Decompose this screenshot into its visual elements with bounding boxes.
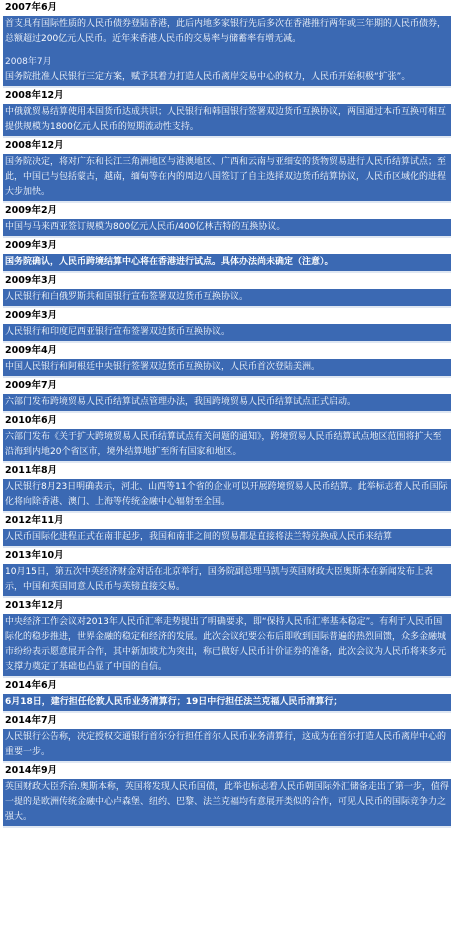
entry-text: 中国人民银行和阿根廷中央银行签署双边货币互换协议，人民币首次登陆美洲。 bbox=[3, 359, 451, 378]
entry-text bbox=[3, 16, 451, 88]
timeline-entry bbox=[3, 138, 451, 203]
timeline-entry bbox=[3, 343, 451, 378]
entry-date: 2014年7月 bbox=[3, 713, 451, 729]
entry-text: 英国财政大臣乔治.奥斯本称，英国将发现人民币国债，此举也标志着人民币朝国际外汇储备走出了第一步，值得一提的是欧洲传统金融中心卢森堡、纽约、巴黎、法兰克福均有意展开类似的合作，可见人民币的国际竞争力之强大。 bbox=[3, 779, 451, 828]
entry-date: 2009年4月 bbox=[3, 343, 451, 359]
entry-inner-date: 2008年7月 bbox=[5, 57, 52, 67]
entry-date: 2013年10月 bbox=[3, 548, 451, 564]
entry-text: 中俄就贸易结算使用本国货币达成共识；人民银行和韩国银行签署双边货币互换协议，两国通过本币互换可相互提供规模为1800亿元人民币的短期流动性支持。 bbox=[3, 104, 451, 138]
timeline-entry bbox=[3, 463, 451, 513]
entry-text: 人民银行公告称，决定授权交通银行首尔分行担任首尔人民币业务清算行，这成为在首尔打造人民币离岸中心的重要一步。 bbox=[3, 729, 451, 763]
entry-text: 国务院决定，将对广东和长江三角洲地区与港澳地区、广西和云南与亚细安的货物贸易进行人民币结算试点；至此，中国已与包括蒙古，越南，缅甸等在内的周边八国签订了自主选择双边货币结算协议，人民币区域化的进程大步加快。 bbox=[3, 154, 451, 203]
entry-text: 中国与马来西亚签订规模为800亿元人民币/400亿林吉特的互换协议。 bbox=[3, 219, 451, 238]
entry-text: 人民银行8月23日明确表示，河北、山西等11个省的企业可以开展跨境贸易人民币结算。此举标志着人民币国际化将向除香港、澳门、上海等传统金融中心辐射至全国。 bbox=[3, 479, 451, 513]
entry-text-main: 首支具有国际性质的人民币债券登陆香港，此后内地多家银行先后多次在香港推行两年或三年期的人民币债券，总额超过200亿元人民币。近年来香港人民币的交易率与储蓄率有增无减。 bbox=[5, 19, 447, 44]
timeline-entry bbox=[3, 598, 451, 678]
entry-date: 2009年3月 bbox=[3, 238, 451, 254]
entry-date: 2013年12月 bbox=[3, 598, 451, 614]
timeline-entry bbox=[3, 378, 451, 413]
timeline-entry bbox=[3, 273, 451, 308]
timeline-entry bbox=[3, 88, 451, 138]
entry-date: 2011年8月 bbox=[3, 463, 451, 479]
entry-text: 6月18日，建行担任伦敦人民币业务清算行；19日中行担任法兰克福人民币清算行； bbox=[3, 694, 451, 713]
entry-date: 2010年6月 bbox=[3, 413, 451, 429]
entry-text: 人民银行和印度尼西亚银行宣布签署双边货币互换协议。 bbox=[3, 324, 451, 343]
entry-date: 2009年3月 bbox=[3, 273, 451, 289]
entry-text: 10月15日，第五次中英经济财金对话在北京举行，国务院副总理马凯与英国财政大臣奥斯本在新闻发布上表示，中国和英国同意人民币与英镑直接交易。 bbox=[3, 564, 451, 598]
timeline-entry bbox=[3, 513, 451, 548]
timeline-entry bbox=[3, 678, 451, 713]
timeline-entry bbox=[3, 763, 451, 828]
entry-date: 2012年11月 bbox=[3, 513, 451, 529]
timeline-entry bbox=[3, 413, 451, 463]
entry-text: 国务院确认，人民币跨境结算中心将在香港进行试点。具体办法尚未确定（注意）。 bbox=[3, 254, 451, 273]
entry-date: 2009年7月 bbox=[3, 378, 451, 394]
timeline bbox=[3, 0, 451, 828]
entry-date: 2009年3月 bbox=[3, 308, 451, 324]
entry-date: 2009年2月 bbox=[3, 203, 451, 219]
entry-inner-text: 国务院批准人民银行三定方案，赋予其着力打造人民币离岸交易中心的权力，人民币开始积极“扩张”。 bbox=[5, 72, 411, 82]
timeline-entry bbox=[3, 713, 451, 763]
entry-date: 2007年6月 bbox=[3, 0, 451, 16]
timeline-entry bbox=[3, 238, 451, 273]
timeline-entry bbox=[3, 548, 451, 598]
timeline-entry bbox=[3, 203, 451, 238]
entry-date: 2014年9月 bbox=[3, 763, 451, 779]
entry-text: 六部门发布《关于扩大跨境贸易人民币结算试点有关问题的通知》，跨境贸易人民币结算试点地区范围将扩大至沿海到内地20个省区市，境外结算地扩至所有国家和地区。 bbox=[3, 429, 451, 463]
entry-date: 2014年6月 bbox=[3, 678, 451, 694]
entry-text: 人民币国际化进程正式在南非起步，我国和南非之间的贸易都是直接将法兰特兑换成人民币来结算 bbox=[3, 529, 451, 548]
entry-date: 2008年12月 bbox=[3, 88, 451, 104]
timeline-entry bbox=[3, 0, 451, 88]
entry-text: 中央经济工作会议对2013年人民币汇率走势提出了明确要求，即“保持人民币汇率基本稳定”。有利于人民币国际化的稳步推进，世界金融的稳定和经济的发展。此次会议纪要公布后即收到国际普遍的热烈回馈，众多金融城市纷纷表示愿意展开合作，其中新加坡尤为突出，称已做好人民币计价证券的准备，此次会议为人民币将来多元支撑力奠定了基础也凸显了中国的自信。 bbox=[3, 614, 451, 678]
entry-text: 人民银行和白俄罗斯共和国银行宣布签署双边货币互换协议。 bbox=[3, 289, 451, 308]
timeline-entry bbox=[3, 308, 451, 343]
entry-text: 六部门发布跨境贸易人民币结算试点管理办法，我国跨境贸易人民币结算试点正式启动。 bbox=[3, 394, 451, 413]
entry-date: 2008年12月 bbox=[3, 138, 451, 154]
